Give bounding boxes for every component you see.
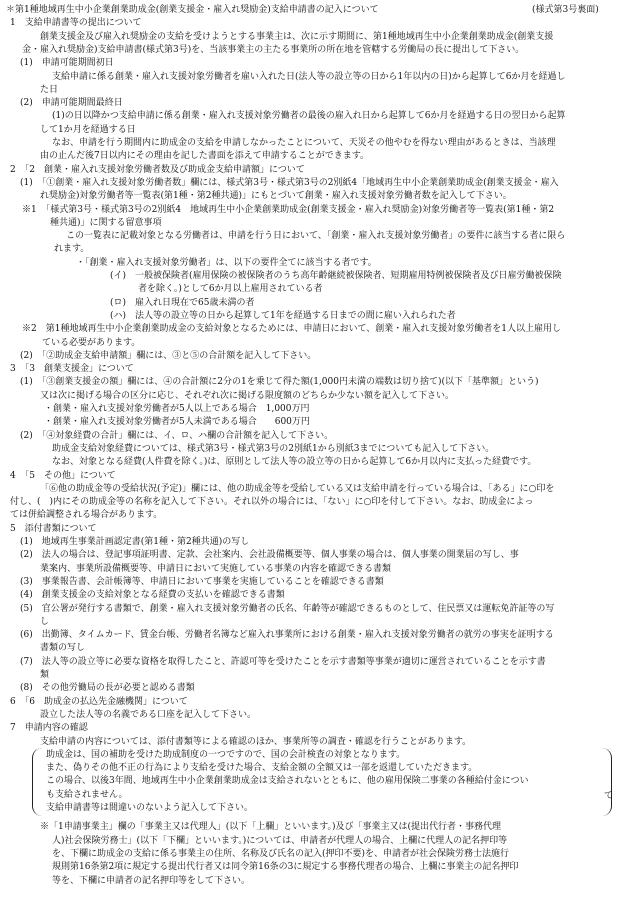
- section-4-text: 「⑥他の助成金等の受給状況(予定)」欄には、他の助成金等を受給している又は支給申請を行っている場合は、「ある」に○印を: [40, 483, 555, 494]
- section-1-text: 創業支援金及び雇入れ奨励金の支給を受けようとする事業主は、次に示す期間に、第1種地域再生中小企業創業助成金(創業支援: [40, 31, 554, 42]
- form-reference: (様式第3号裏面): [532, 5, 599, 15]
- section-7-text: 支給申請の内容については、添付書類等による確認のほか、事業所等の調査・確認を行うことがあります。: [40, 736, 472, 747]
- attachment-4: (4) 創業支援金の支給対象となる経費の支払いを確認できる書類: [20, 590, 285, 601]
- item-2-2-text: (2) 「②助成金支給申請額」欄には、③と⑤の合計額を記入して下さい。: [20, 350, 317, 361]
- note-1-text: この一覧表に記載対象となる労働者は、申請を行う日において、「創業・雇入れ支援対象労働者」の要件に該当する者に限ら: [66, 231, 566, 242]
- attachment-8: (8) その他労働局の長が必要と認める書類: [20, 683, 195, 694]
- confirmation-notice-line: この場合、以後3年間、地域再生中小企業創業助成金は支給されないとともに、他の雇用保険二事業の各種給付金につい: [46, 776, 529, 787]
- section-1-heading: 1 支給申請書等の提出について: [10, 18, 142, 29]
- attachment-2: (2) 法人の場合は、登記事項証明書、定款、会社案内、会社設備概要等、個人事業の場合は、個人事業の開業届の写し、事: [20, 550, 519, 561]
- confirmation-notice-line: も支給されません。: [46, 789, 128, 800]
- confirmation-notice-line: また、偽りその他不正の行為により支給を受けた場合、支給金額の全額又は一部を返還していただきます。: [46, 763, 478, 774]
- note-2-text: ている必要があります。: [42, 337, 141, 348]
- note-2-text: ※2 第1種地域再生中小企業創業助成金の支給対象となるためには、申請日において、創業・雇入れ支援対象労働者を1人以上雇用し: [22, 324, 562, 335]
- item-1-2-heading: (2) 申請可能期間最終日: [20, 98, 123, 109]
- item-1-1-text: 支給申請に係る創業・雇入れ支援対象労働者を雇い入れた日(法人等の設立等の日から1年以内の日)から起算して6か月を経過し: [52, 71, 566, 82]
- item-2-1-text: れ奨励金)対象労働者等一覧表(第1種・第2種共通)」にもとづいて創業・雇入れ支援対象労働者数を記入して下さい。: [40, 191, 512, 202]
- requirement-ha: (ハ) 法人等の設立等の日から起算して1年を経過する日までの間に雇い入れられた者: [110, 310, 456, 321]
- section-2-heading: 2 「2 創業・雇入れ支援対象労働者数及び助成金支給申請額」について: [10, 164, 305, 175]
- section-6-text: 設立した法人等の名義である口座を記入して下さい。: [40, 709, 257, 720]
- item-1-1-text: た日: [40, 84, 59, 95]
- note-1-heading: 種共通)」に関する留意事項: [50, 217, 162, 228]
- item-1-note: 由の止んだ後7日以内にその理由を記した書面を添えて申請することができます。: [40, 151, 370, 162]
- note-1-heading: ※1 「様式第3号・様式第3号の2別紙4 地域再生中小企業創業助成金(創業支援金・雇入れ奨励金)対象労働者等一覧表(第1種・第2: [22, 204, 555, 215]
- attachment-2: 業案内、事業所設備概要等、申請日において実施している事業の内容を確認できる書類: [40, 563, 392, 574]
- section-4-heading: 4 「5 その他」について: [10, 470, 116, 481]
- section-7-heading: 7 申請内容の確認: [10, 723, 88, 734]
- requirement-i: 者を除く。)として6か月以上雇用されている者: [138, 284, 323, 295]
- section-4-text: 付し、( )内にその助成金等の名称を記入して下さい。それ以外の場合には、「ない」に○印を付して下さい。なお、助成金によっ: [10, 497, 534, 508]
- attachment-1: (1) 地域再生事業計画認定書(第1種・第2種共通)の写し: [20, 537, 250, 547]
- final-note-line: を、下欄に助成金の支給に係る事業主の住所、名称及び氏名の記入(押印不要)を、申請者が社会保険労務士法施行: [52, 848, 510, 859]
- limit-5-or-more: ・創業・雇入れ支援対象労働者が5人以上である場合 1,000万円: [44, 404, 310, 414]
- item-1-2-text: して1か月を経過する日: [40, 124, 136, 135]
- attachment-5: し: [40, 616, 50, 627]
- item-3-1-text: 又は次に掲げる場合の区分に応じ、それぞれ次に掲げる限度額のどちらか少ない額を記入して下さい。: [40, 390, 455, 401]
- confirmation-notice-line: 助成金は、国の補助を受けた助成制度の一つですので、国の会計検査の対象となります。: [46, 749, 406, 760]
- attachment-7: 類: [40, 670, 50, 680]
- requirement-i: (イ) 一般被保険者(雇用保険の被保険者のうち高年齢継続被保険者、短期雇用特例被保険者及び日雇労働被保険: [110, 271, 562, 281]
- item-3-2-text: 助成金支給対象経費については、様式第3号・様式第3号の2別紙1から別紙3までについても記入して下さい。: [52, 443, 495, 454]
- item-3-2-text: なお、対象となる経費(人件費を除く。)は、原則として法人等の設立等の日から起算して6か月以内に支払った経費です。: [52, 457, 537, 468]
- document-title: ＊第1種地域再生中小企業創業助成金(創業支援金・雇入れ奨励金)支給申請書の記入について: [6, 5, 379, 15]
- final-note-line: ※「1申請事業主」欄の「事業主又は代理人」(以下「上欄」といいます。)及び「事業主又は(提出代行者・事務代理: [40, 822, 502, 833]
- requirement-ro: (ロ) 雇入れ日現在で65歳未満の者: [110, 297, 255, 308]
- section-3-heading: 3 「3 創業支援金」について: [10, 364, 134, 375]
- section-5-heading: 5 添付書類について: [10, 523, 97, 534]
- section-6-heading: 6 「6 助成金の払込先金融機関」について: [10, 696, 188, 707]
- item-2-1-text: (1) 「①創業・雇入れ支援対象労働者数」欄には、様式第3号・様式第3号の2別紙4「地域再生中小企業創業助成金(創業支援金・雇入: [20, 177, 559, 188]
- item-3-1-text: (1) 「③創業支援金の額」欄には、④の合計額に2分の1を乗じて得た額(1,000円未満の端数は切り捨て)(以下「基準額」という): [20, 377, 539, 388]
- item-3-2-text: (2) 「④対象経費の合計」欄には、イ、ロ、ハ欄の合計額を記入して下さい。: [20, 430, 334, 441]
- item-1-note: なお、申請を行う期間内に助成金の支給を申請しなかったことについて、天災その他やむを得ない理由があるときは、当該理: [52, 138, 556, 148]
- attachment-3: (3) 事業報告書、会計帳簿等、申請日において事業を実施していることを確認できる書類: [20, 576, 384, 587]
- final-note-line: 人)社会保険労務士」(以下「下欄」といいます。)については、申請者が代理人の場合、上欄に代理人の記名押印等: [52, 835, 508, 846]
- final-note-line: 等を、下欄に申請者の記名押印等をして下さい。: [52, 875, 251, 886]
- attachment-7: (7) 法人等の設立等に必要な資格を取得したこと、許認可等を受けたことを示す書類等事業が適切に運営されていることを示す書: [20, 656, 546, 667]
- attachment-6: 書類の写し: [40, 643, 86, 654]
- note-1-text: れます。: [54, 244, 90, 255]
- requirement-intro: ・「創業・雇入れ支援対象労働者」は、以下の要件全てに該当する者です。: [76, 257, 377, 268]
- confirmation-notice-line: 支給申請書等は間違いのないよう記入して下さい。: [46, 803, 254, 813]
- section-4-text: ては併給調整される場合があります。: [10, 510, 163, 521]
- final-note-line: 規則第16条第2項に規定する提出代行者又は同令第16条の3に規定する事務代理者の場合、上欄に事業主の記名押印: [52, 862, 519, 873]
- item-1-2-text: (1)の日以降かつ支給申請に係る創業・雇入れ支援対象労働者の最後の雇入れ日から起算して6か月を経過する日の翌日から起算: [52, 111, 566, 122]
- confirmation-notice-tail: て: [604, 790, 614, 801]
- limit-under-5: ・創業・雇入れ支援対象労働者が5人未満である場合 600万円: [44, 417, 310, 428]
- attachment-5: (5) 官公署が発行する書類で、創業・雇入れ支援対象労働者の氏名、年齢等が確認できるものとして、住民票又は運転免許証等の写: [20, 603, 555, 614]
- attachment-6: (6) 出勤簿、タイムカード、賃金台帳、労働者名簿など雇入れ事業所における創業・雇入れ支援対象労働者の就労の事実を証明する: [20, 630, 554, 641]
- section-1-text: 金・雇入れ奨励金)支給申請書(様式第3号)を、当該事業主の主たる事業所の所在地を管轄する労働局の長に提出して下さい。: [22, 44, 525, 55]
- item-1-1-heading: (1) 申請可能期間初日: [20, 58, 114, 69]
